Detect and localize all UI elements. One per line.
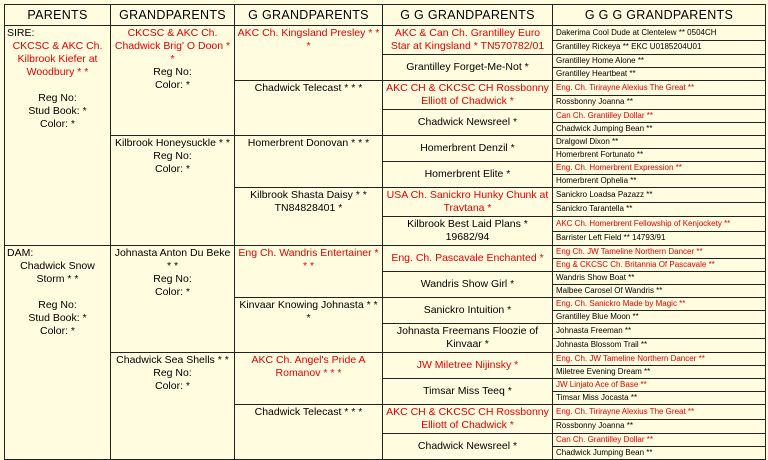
grandparent-4	[111, 353, 235, 460]
gg-grandparent-11: Sanickro Intuition *	[383, 298, 553, 324]
gg-grandparent-14: Timsar Miss Teeq *	[383, 379, 553, 405]
ggg-grandparent-25: Eng. Ch. JW Tameline Northern Dancer **	[553, 353, 766, 366]
grandparent-2	[111, 136, 235, 246]
ggg-grandparent-15: AKC Ch. Homerbrent Fellowship of Kenjockety **	[553, 217, 766, 232]
ggg-grandparent-23: Johnasta Freeman **	[553, 324, 766, 339]
header-grandparents: GRANDPARENTS	[111, 5, 235, 26]
grandparent-color: Color: *	[154, 380, 190, 392]
ggg-grandparent-1: Dakerima Cool Dude at Clentelew ** 0504CH	[553, 26, 766, 41]
grandparent-name: Johnasta Anton Du Beke * *	[114, 247, 231, 272]
ggg-grandparent-24: Johnasta Blossom Trail **	[553, 338, 766, 353]
g-grandparent-5: Eng Ch. Wandris Entertainer * * *	[235, 246, 383, 298]
sire-stud-book: Stud Book: *	[28, 105, 87, 117]
dam-cell	[5, 246, 111, 460]
gg-grandparent-3: AKC CH & CKCSC CH Rossbonny Elliott of Chadwick *	[383, 81, 553, 110]
ggg-grandparent-31: Can Ch. Grantilley Dollar **	[553, 434, 766, 447]
g-grandparent-3: Homerbrent Donovan * * *	[235, 136, 383, 188]
ggg-grandparent-2: Grantilley Rickeya ** EKC U0185204U01	[553, 40, 766, 55]
ggg-grandparent-22: Grantilley Blue Moon **	[553, 311, 766, 324]
dam-reg: Reg No:	[38, 299, 77, 311]
ggg-grandparent-13: Sanickro Loadsa Pazazz **	[553, 188, 766, 203]
ggg-grandparent-6: Rossbonny Joanna **	[553, 95, 766, 110]
ggg-grandparent-7: Can Ch. Grantilley Dollar **	[553, 110, 766, 123]
ggg-grandparent-5: Eng. Ch. Tirirayne Alexius The Great **	[553, 81, 766, 96]
header-ggg-grandparents: G G G GRANDPARENTS	[553, 5, 766, 26]
ggg-grandparent-21: Eng. Ch. Sanickro Made by Magic **	[553, 298, 766, 311]
pedigree-table	[4, 4, 766, 460]
gg-grandparent-16: Chadwick Newsreel *	[383, 434, 553, 460]
grandparent-color: Color: *	[154, 286, 190, 298]
grandparent-color: Color: *	[154, 79, 190, 91]
gg-grandparent-9: Eng. Ch. Pascavale Enchanted *	[383, 246, 553, 272]
ggg-grandparent-29: Eng. Ch. Tirirayne Alexius The Great **	[553, 405, 766, 420]
gg-grandparent-10: Wandris Show Girl *	[383, 272, 553, 298]
g-grandparent-1: AKC Ch. Kingsland Presley * * *	[235, 26, 383, 81]
g-grandparent-6: Kinvaar Knowing Johnasta * * *	[235, 298, 383, 353]
ggg-grandparent-17: Eng Ch. JW Tameline Northern Dancer **	[553, 246, 766, 259]
gg-grandparent-13: JW Miletree Nijinsky *	[383, 353, 553, 379]
header-parents: PARENTS	[5, 5, 111, 26]
g-grandparent-8: Chadwick Telecast * * *	[235, 405, 383, 460]
grandparent-reg: Reg No:	[153, 273, 192, 285]
ggg-grandparent-14: Sanickro Tarantella **	[553, 202, 766, 217]
sire-reg: Reg No:	[38, 92, 77, 104]
gg-grandparent-7: USA Ch. Sanickro Hunky Chunk at Travtana *	[383, 188, 553, 217]
sire-color: Color: *	[39, 118, 75, 130]
ggg-grandparent-32: Chadwick Jumping Bean **	[553, 447, 766, 460]
ggg-grandparent-11: Eng. Ch. Homerbrent Expression **	[553, 162, 766, 175]
ggg-grandparent-4: Grantilley Heartbeat **	[553, 68, 766, 81]
ggg-grandparent-20: Malbee Carosel Of Wandris **	[553, 285, 766, 298]
grandparent-1	[111, 26, 235, 136]
g-grandparent-7: AKC Ch. Angel's Pride A Romanov * * *	[235, 353, 383, 405]
grandparent-name: CKCSC & AKC Ch. Chadwick Brig' O Doon * *	[114, 27, 231, 65]
sire-cell	[5, 26, 111, 246]
grandparent-3	[111, 246, 235, 353]
sire-label: SIRE:	[7, 27, 35, 39]
ggg-grandparent-27: JW Linjato Ace of Base **	[553, 379, 766, 392]
ggg-grandparent-26: Miletree Evening Dream **	[553, 366, 766, 379]
gg-grandparent-15: AKC CH & CKCSC CH Rossbonny Elliott of Chadwick *	[383, 405, 553, 434]
dam-stud-book: Stud Book: *	[28, 312, 87, 324]
ggg-grandparent-8: Chadwick Jumping Bean **	[553, 123, 766, 136]
gg-grandparent-2: Grantilley Forget-Me-Not *	[383, 55, 553, 81]
dam-label: DAM:	[7, 247, 34, 259]
gg-grandparent-5: Homerbrent Denzil *	[383, 136, 553, 162]
grandparent-reg: Reg No:	[153, 150, 192, 162]
header-row	[5, 5, 766, 26]
header-g-grandparents: G GRANDPARENTS	[235, 5, 383, 26]
gg-grandparent-6: Homerbrent Elite *	[383, 162, 553, 188]
ggg-grandparent-28: Timsar Miss Jocasta **	[553, 392, 766, 405]
ggg-grandparent-12: Homerbrent Ophelia **	[553, 175, 766, 188]
dam-name: Chadwick Snow Storm * *	[20, 260, 95, 285]
grandparent-name: Chadwick Sea Shells * *	[116, 354, 229, 366]
gg-grandparent-1: AKC & Can Ch. Grantilley Euro Star at Kingsland * TN570782/01	[383, 26, 553, 55]
g-grandparent-4: Kilbrook Shasta Daisy * * TN84828401 *	[235, 188, 383, 246]
ggg-grandparent-16: Barrister Left Field ** 14793/91	[553, 231, 766, 246]
ggg-grandparent-3: Grantilley Home Alone **	[553, 55, 766, 68]
dam-color: Color: *	[39, 325, 75, 337]
grandparent-color: Color: *	[154, 163, 190, 175]
ggg-grandparent-10: Homerbrent Fortunato **	[553, 149, 766, 162]
grandparent-reg: Reg No:	[153, 367, 192, 379]
gg-grandparent-4: Chadwick Newsreel *	[383, 110, 553, 136]
header-gg-grandparents: G G GRANDPARENTS	[383, 5, 553, 26]
grandparent-reg: Reg No:	[153, 66, 192, 78]
ggg-grandparent-9: Dralgowl Dixon **	[553, 136, 766, 149]
ggg-grandparent-18: Eng & CKCSC Ch. Britannia Of Pascavale **	[553, 259, 766, 272]
grandparent-name: Kilbrook Honeysuckle * *	[115, 137, 230, 149]
g-grandparent-2: Chadwick Telecast * * *	[235, 81, 383, 136]
sire-name: CKCSC & AKC Ch. Kilbrook Kiefer at Woodbury * *	[12, 40, 103, 78]
gg-grandparent-12: Johnasta Freemans Floozie of Kinvaar *	[383, 324, 553, 353]
gg-grandparent-8: Kilbrook Best Laid Plans * 19682/94	[383, 217, 553, 246]
ggg-grandparent-19: Wandris Show Boat **	[553, 272, 766, 285]
ggg-grandparent-30: Rossbonny Joanna **	[553, 419, 766, 434]
